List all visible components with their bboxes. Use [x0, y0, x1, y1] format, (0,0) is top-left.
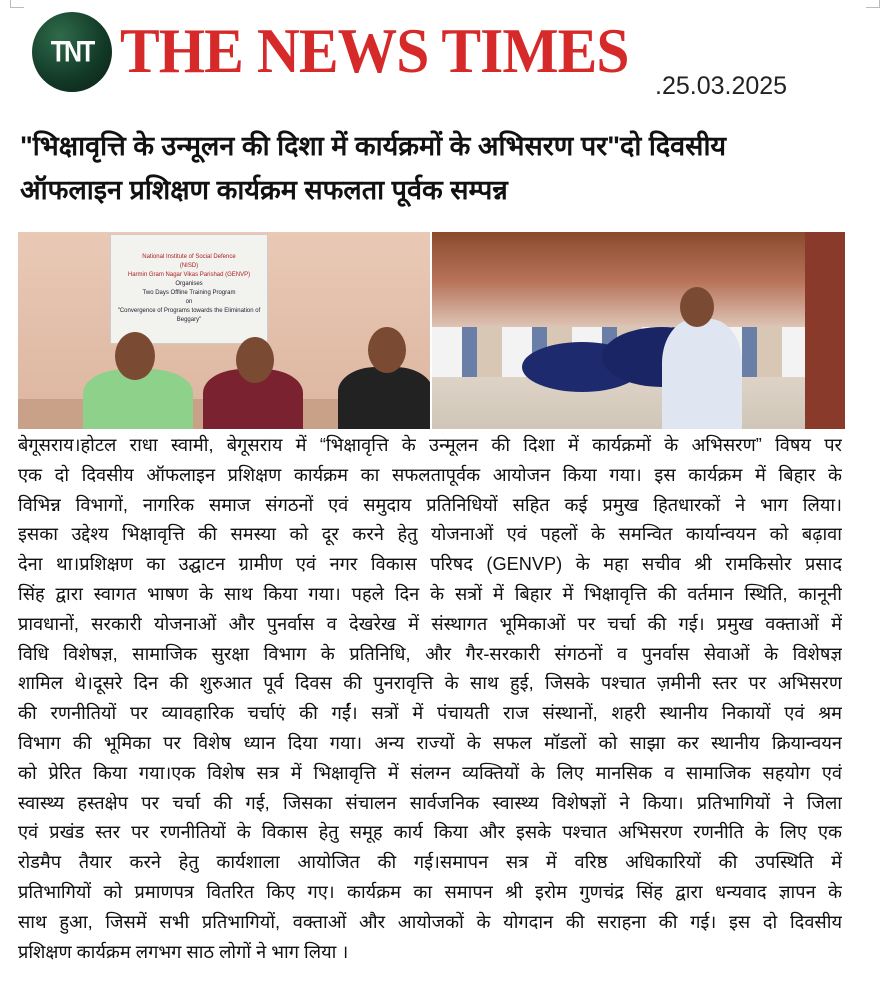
- banner-line: Two Days Offline Training Program: [142, 290, 236, 296]
- banner-line: National Institute of Social Defence: [142, 254, 236, 260]
- banner-line: Organises: [175, 281, 203, 287]
- headline-line: "भिक्षावृत्ति के उन्मूलन की दिशा में कार्यक्रमों के अभिसरण पर"दो दिवसीय: [20, 131, 727, 161]
- publication-date: .25.03.2025: [655, 72, 788, 100]
- tnt-logo: [32, 12, 112, 92]
- speaker-person: [338, 367, 430, 429]
- body-line: प्रावधानों, सरकारी योजनाओं और पुनर्वास व देखरेख में संस्थागत भूमिकाओं पर चर्चा की गई। प्रमुख वक्ताओं में: [18, 613, 842, 634]
- speaker-head: [368, 327, 406, 373]
- logo-text: TNT: [50, 34, 94, 69]
- banner-line: on: [185, 299, 193, 305]
- event-banner: [110, 234, 268, 344]
- body-line: सिंह द्वारा स्वागत भाषण के साथ किया गया। पहले दिन के सत्रों में बिहार में भिक्षावृत्ति की वर्तमान स्थिति, कानूनी: [18, 583, 842, 604]
- banner-line: (NISD): [179, 263, 199, 269]
- pillar: [805, 232, 845, 429]
- body-line: विभिन्न विभागों, नागरिक समाज संगठनों एवं समुदाय प्रतिनिधियों सहित कई प्रमुख हितधारकों ने भाग लिया।: [18, 494, 842, 515]
- body-line: एक दो दिवसीय ऑफलाइन प्रशिक्षण कार्यक्रम का सफलतापूर्वक आयोजन किया गया। इस कार्यक्रम में बिहार के: [18, 464, 842, 485]
- body-line: विभाग की भूमिका पर विशेष ध्यान दिया गया। अन्य राज्यों के सफल मॉडलों को साझा कर स्थानीय क्रियान्वयन: [18, 732, 842, 753]
- body-line: स्वास्थ्य हस्तक्षेप पर चर्चा की गई, जिसका संचालन सार्वजनिक स्वास्थ्य विशेषज्ञों ने किया। प्रतिभागियों ने जिला: [18, 792, 842, 813]
- body-line: विधि विशेषज्ञ, सामाजिक सुरक्षा विभाग के प्रतिनिधि, और गैर-सरकारी संगठनों व पुनर्वास सेवाओं के विशेषज्ञ: [18, 643, 842, 664]
- body-line: इसका उद्देश्य भिक्षावृत्ति की समस्या को दूर करने हेतु योजनाओं एवं पहलों के समन्वित कार्यान्वयन को बढ़ावा: [18, 524, 842, 545]
- body-line: प्रतिभागियों को प्रमाणपत्र वितरित किए गए। कार्यक्रम का समापन श्री इरोम गुणचंद्र सिंह द्वारा धन्यवाद ज्ञापन के: [18, 881, 842, 902]
- speaker-head: [236, 337, 274, 383]
- body-line: प्रशिक्षण कार्यक्रम लगभग साठ लोगों ने भाग लिया ।: [18, 941, 349, 962]
- audience-head: [680, 287, 714, 327]
- body-line: साथ हुआ, जिसमें सभी प्रतिभागियों, वक्ताओं और आयोजकों के योगदान की सराहना की गई। इस दो दिवसीय: [18, 911, 842, 932]
- crop-mark: [866, 0, 880, 8]
- newspaper-title: THE NEWS TIMES: [120, 15, 629, 86]
- body-line: एवं प्रखंड स्तर पर रणनीतियों के विकास हेतु समूह कार्य किया और इसके पश्चात अभिसरण रणनीति के लिए एक: [18, 822, 842, 843]
- body-line: देना था।प्रशिक्षण का उद्घाटन ग्रामीण एवं नगर विकास परिषद (GENVP) के महा सचीव श्री रामकिसोर प्रसाद: [18, 554, 842, 575]
- body-line: को प्रेरित किया गया।एक विशेष सत्र में भिक्षावृत्ति में संलग्न व्यक्तियों के लिए मानसिक व सामाजिक सहयोग एवं: [18, 762, 842, 783]
- photo-panel-speakers: [18, 232, 430, 429]
- article-body: [18, 431, 842, 967]
- headline-line: ऑफलाइन प्रशिक्षण कार्यक्रम सफलता पूर्वक सम्पन्न: [20, 175, 508, 205]
- speaker-head: [115, 332, 155, 380]
- body-line: शामिल थे।दूसरे दिन की शुरुआत पूर्व दिवस की पुनरावृत्ति के साथ हुई, जिसके पश्चात ज़मीनी स्तर पर अभिसरण: [18, 673, 842, 694]
- audience-person: [662, 319, 742, 429]
- article-headline: [20, 124, 870, 212]
- photo-panel-audience: [432, 232, 845, 429]
- body-line: बेगूसराय।होटल राधा स्वामी, बेगूसराय में “भिक्षावृत्ति के उन्मूलन की दिशा में कार्यक्रमों के अभिसरण” विषय पर: [18, 435, 842, 455]
- banner-line: Harmin Gram Nagar Vikas Parishad (GENVP): [127, 272, 251, 278]
- banner-line: "Convergence of Programs towards the Elimination of Beggary": [117, 308, 261, 323]
- crop-mark: [10, 0, 24, 8]
- body-line: की रणनीतियों पर व्यावहारिक चर्चाएं की गईं। सत्रों में पंचायती राज संस्थानों, शहरी स्थानीय निकायों एवं श्रम: [18, 703, 842, 724]
- body-line: रोडमैप तैयार करने हेतु कार्यशाला आयोजित की गई।समापन सत्र में वरिष्ठ अधिकारियों की उपस्थिति में: [18, 852, 842, 873]
